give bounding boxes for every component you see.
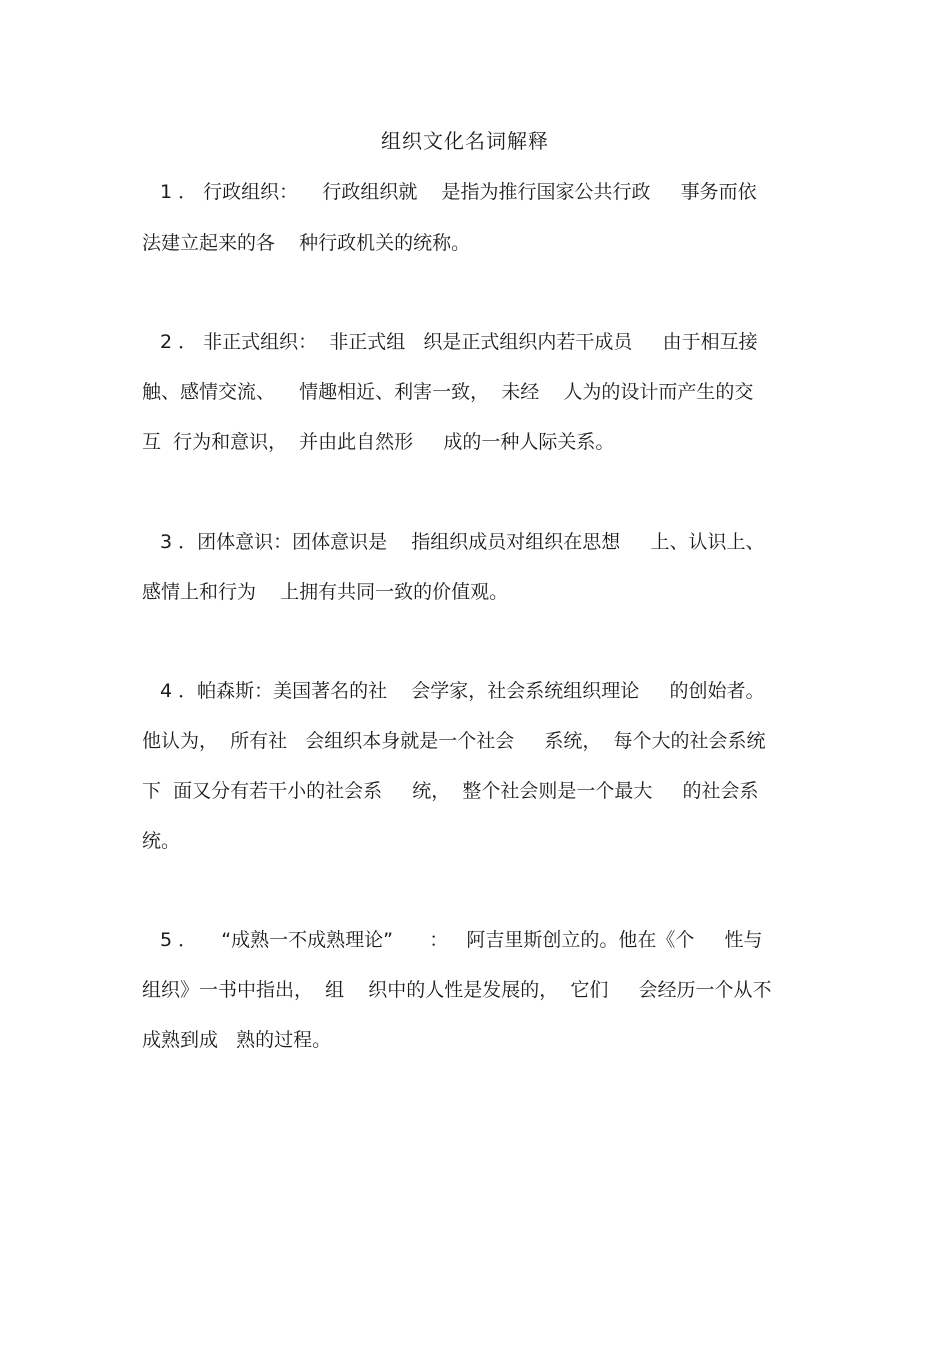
section-2-line-2: 触、感情交流、 情趣相近、利害一致， 未经 人为的设计而产生的交 <box>142 381 754 403</box>
section-5-line-2: 组织》一书中指出， 组 织中的人性是发展的， 它们 会经历一个从不 <box>142 979 772 1001</box>
section-3-line-2: 感情上和行为 上拥有共同一致的价值观。 <box>142 581 509 603</box>
section-4-line-1: 4 ．帕森斯：美国著名的社 会学家，社会系统组织理论 的创始者。 <box>160 680 765 702</box>
section-2-line-3: 互 行为和意识， 并由此自然形 成的一种人际关系。 <box>142 431 615 453</box>
section-5-line-3: 成熟到成 熟的过程。 <box>142 1029 332 1051</box>
section-2-line-1: 2 ． 非正式组织： 非正式组 织是正式组织内若干成员 由于相互接 <box>160 331 758 353</box>
section-4-line-3: 下 面又分有若干小的社会系 统， 整个社会则是一个最大 的社会系 <box>142 780 759 802</box>
section-1-line-2: 法建立起来的各 种行政机关的统称。 <box>142 232 471 254</box>
section-1-line-1: 1 ． 行政组织： 行政组织就 是指为推行国家公共行政 事务而依 <box>160 181 757 203</box>
section-4-line-4: 统。 <box>142 830 181 852</box>
section-5-line-1: 5 ． “成熟一不成熟理论” ： 阿吉里斯创立的。他在《个 性与 <box>160 929 763 951</box>
section-4-line-2: 他认为， 所有社 会组织本身就是一个社会 系统， 每个大的社会系统 <box>142 730 766 752</box>
section-3-line-1: 3 ．团体意识：团体意识是 指组织成员对组织在思想 上、认识上、 <box>160 531 765 553</box>
page-title: 组织文化名词解释 <box>381 129 549 153</box>
